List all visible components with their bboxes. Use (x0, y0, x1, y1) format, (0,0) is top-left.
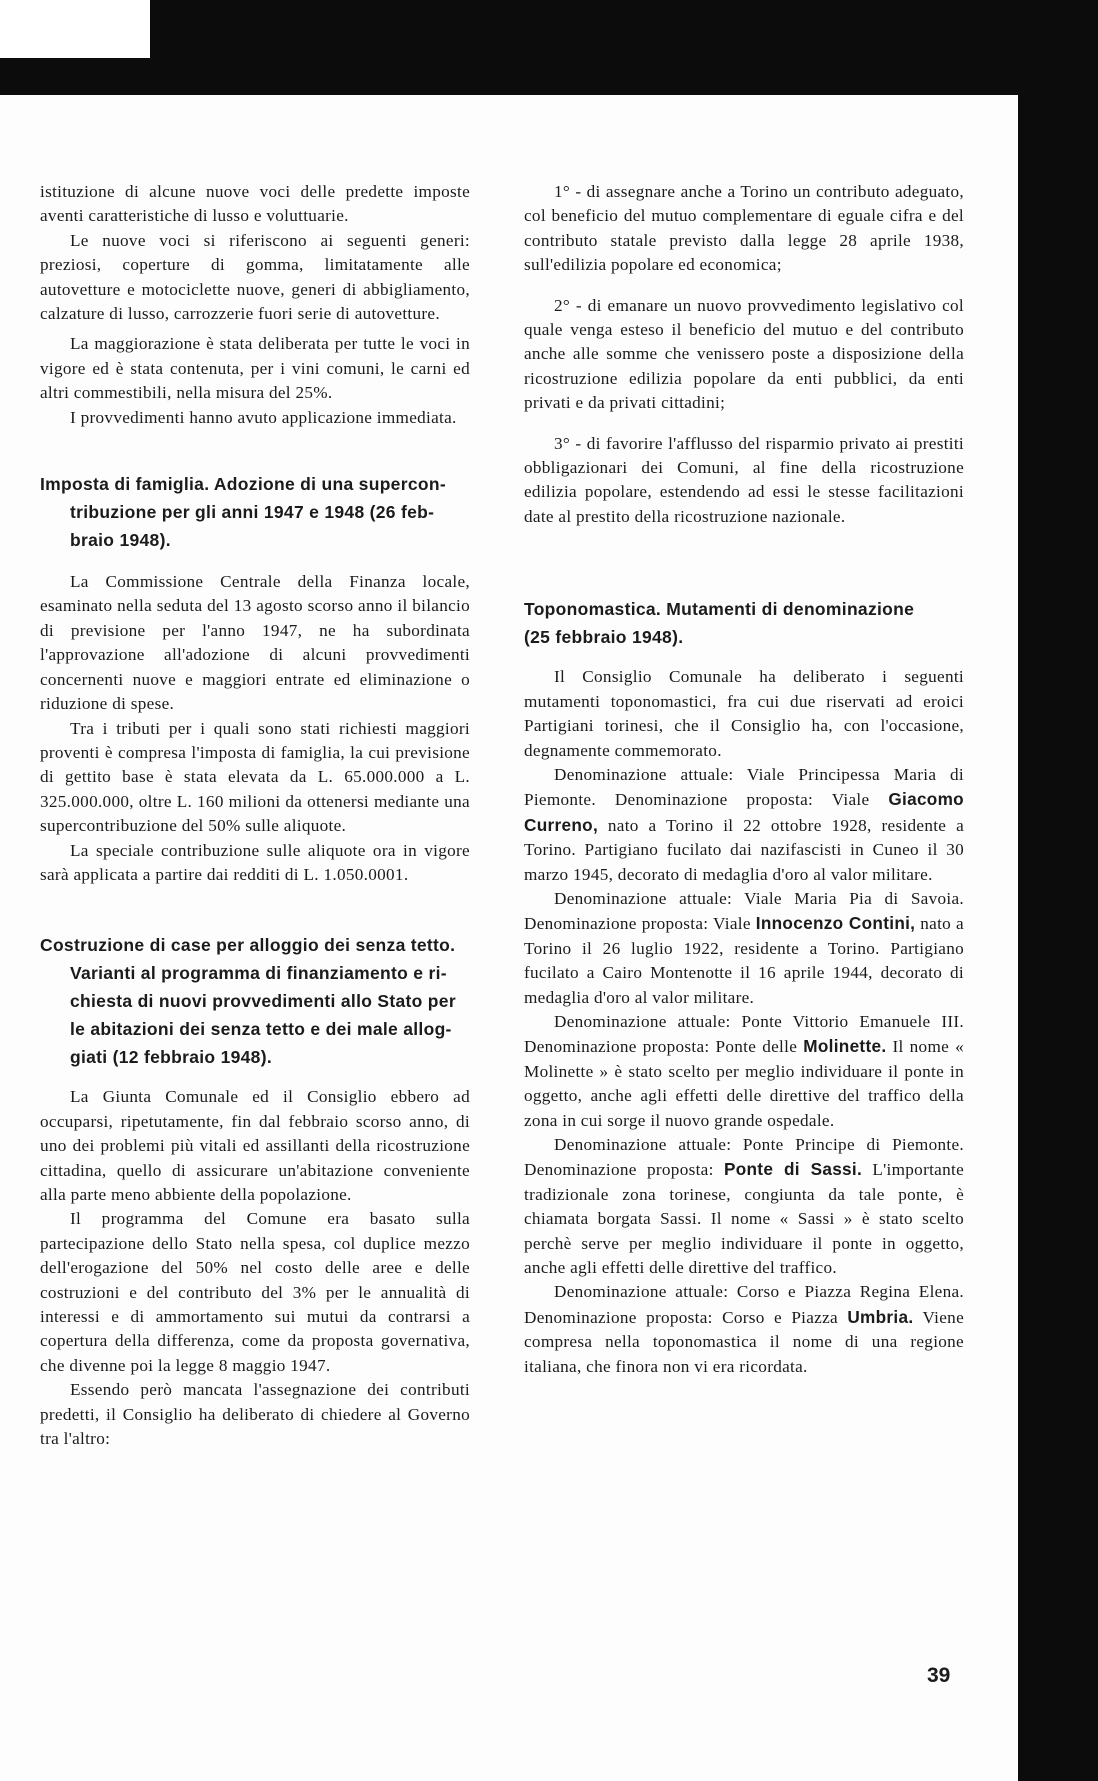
paragraph: Il programma del Comune era basato sulla partecipazione dello Stato nella spesa, col duplice mezzo dell'erogazione del 50% nel costo delle aree e delle costruzioni e del contributo del 3% per le annualità di interessi e di ammortamento sui mutui da contrarsi a copertura della differenza, come da proposta governativa, che divenne poi la legge 8 maggio 1947. (40, 1209, 470, 1375)
paragraph (524, 887, 964, 1010)
heading-line: Toponomastica. Mutamenti di denominazione (524, 599, 915, 620)
heading-line: le abitazioni dei senza tetto e dei male allog- (70, 1019, 452, 1040)
left-column (40, 180, 470, 1451)
section-heading-toponomastica (524, 595, 964, 651)
right-column (524, 180, 964, 1379)
heading-line: tribuzione per gli anni 1947 e 1948 (26 feb- (70, 502, 435, 523)
bold-name: Innocenzo Contini, (755, 913, 916, 934)
text-run: nato a Torino il 26 luglio 1922, residente a Torino. Partigiano fucilato a Cairo Montenotte il 16 aprile 1944, decorato di medaglia d'oro al valor militare. (524, 914, 964, 1007)
text-run: Denominazione attuale: Ponte Vittorio Emanuele III. Denominazione proposta: Ponte delle (524, 1011, 964, 1057)
paragraph (524, 1280, 964, 1379)
bold-name: Ponte di Sassi. (723, 1159, 863, 1180)
text-run: Denominazione attuale: Corso e Piazza Regina Elena. Denominazione proposta: Corso e Piazza (524, 1282, 964, 1327)
text-run: Il nome « Molinette » è stato scelto per meglio individuare il ponte in oggetto, anche agli effetti delle direttive del traffico della zona in cui sorge il nuovo grande ospedale. (524, 1037, 964, 1130)
bold-name: Giacomo Curreno, (524, 789, 964, 835)
bold-name: Molinette. (803, 1036, 887, 1057)
paragraph: La speciale contribuzione sulle aliquote ora in vigore sarà applicata a partire dai redditi di L. 1.050.0001. (40, 840, 470, 884)
heading-line: Imposta di famiglia. Adozione di una supercon- (40, 474, 446, 495)
paragraph: Le nuove voci si riferiscono ai seguenti generi: preziosi, coperture di gomma, limitatamente alle autovetture e motociclette nuove, generi di abbigliamento, calzature di lusso, carrozzerie fuori serie di autovetture. (40, 230, 470, 324)
text-run: Denominazione attuale: Ponte Principe di Piemonte. Denominazione proposta: (524, 1135, 964, 1180)
text-run: Viene compresa nella toponomastica il nome di una regione italiana, che finora non vi era ricordata. (524, 1307, 964, 1376)
scan-border-top (0, 0, 1098, 95)
scan-border-right (1018, 0, 1098, 1781)
paragraph: istituzione di alcune nuove voci delle predette imposte aventi caratteristiche di lusso e voluttuarie. (40, 182, 470, 226)
paragraph (524, 1010, 964, 1133)
scan-border-top-gap (0, 0, 150, 58)
text-run: Denominazione attuale: Viale Principessa Maria di Piemonte. Denominazione proposta: Viale (524, 764, 964, 810)
paragraph (524, 763, 964, 887)
list-item: 2° - di emanare un nuovo provvedimento legislativo col quale venga esteso il beneficio del mutuo e del contributo anche alle somme che venissero poste a disposizione della ricostruzione edilizia popolare da enti pubblici, da enti privati e da privati cittadini; (524, 295, 964, 413)
heading-line: (25 febbraio 1948). (524, 627, 684, 648)
paragraph: Essendo però mancata l'assegnazione dei contributi predetti, il Consiglio ha deliberato di chiedere al Governo tra l'altro: (40, 1380, 470, 1449)
list-item: 1° - di assegnare anche a Torino un contributo adeguato, col beneficio del mutuo complementare di eguale cifra e del contributo statale previsto dalla legge 28 aprile 1938, sull'edilizia popolare ed economica; (524, 182, 964, 275)
section-heading-costruzione-case (40, 931, 470, 1071)
list-item: 3° - di favorire l'afflusso del risparmio privato ai prestiti obbligazionari dei Comuni, al fine della ricostruzione edilizia popolare, estendendo ad essi le stesse facilitazioni date al prestito della ricostruzione nazionale. (524, 433, 964, 526)
text-run: Denominazione attuale: Viale Maria Pia di Savoia. Denominazione proposta: Viale (524, 888, 964, 934)
heading-line: Varianti al programma di finanziamento e ri- (70, 963, 447, 984)
paragraph: Il Consiglio Comunale ha deliberato i seguenti mutamenti toponomastici, fra cui due riservati ad eroici Partigiani torinesi, che il Consiglio ha, con l'occasione, degnamente commemorato. (524, 667, 964, 760)
heading-line: braio 1948). (70, 530, 171, 551)
heading-line: Costruzione di case per alloggio dei senza tetto. (40, 935, 456, 956)
heading-line: chiesta di nuovi provvedimenti allo Stato per (70, 991, 456, 1012)
heading-line: giati (12 febbraio 1948). (70, 1047, 273, 1068)
text-run: nato a Torino il 22 ottobre 1928, residente a Torino. Partigiano fucilato dai nazifascisti in Cuneo il 30 marzo 1945, decorato di medaglia d'oro al valor militare. (524, 815, 964, 884)
paragraph: La Giunta Comunale ed il Consiglio ebbero ad occuparsi, ripetutamente, fin dal febbraio scorso anno, di uno dei problemi più vitali ed assillanti della ricostruzione cittadina, quello di assicurare un'abitazione conveniente alla parte meno abbiente della popolazione. (40, 1087, 470, 1204)
section-heading-imposta-famiglia (40, 470, 470, 554)
text-run: L'importante tradizionale zona torinese, congiunta da tale ponte, è chiamata borgata Sassi. Il nome « Sassi » è stato scelto perchè serve per meglio individuare il ponte in oggetto, anche agli effetti delle direttive del traffico. (524, 1160, 964, 1278)
paragraph: La maggiorazione è stata deliberata per tutte le voci in vigore ed è stata contenuta, per i vini comuni, le carni ed altri commestibili, nella misura del 25%. (40, 334, 470, 403)
bold-name: Umbria. (847, 1306, 914, 1327)
paragraph: La Commissione Centrale della Finanza locale, esaminato nella seduta del 13 agosto scorso anno il bilancio di previsione per l'anno 1947, ne ha subordinata l'approvazione all'adozione di alcuni provvedimenti concernenti nuove e maggiori entrate ed eliminazione o riduzione di spese. (40, 572, 470, 714)
paragraph (524, 1133, 964, 1280)
paragraph: I provvedimenti hanno avuto applicazione immediata. (70, 407, 457, 427)
paragraph: Tra i tributi per i quali sono stati richiesti maggiori proventi è compresa l'imposta di famiglia, la cui previsione di gettito base è stata elevata da L. 65.000.000 a L. 325.000.000, oltre L. 160 milioni da ottenersi mediante una supercontribuzione del 50% sulle aliquote. (40, 718, 470, 836)
page-number: 39 (927, 1664, 951, 1687)
